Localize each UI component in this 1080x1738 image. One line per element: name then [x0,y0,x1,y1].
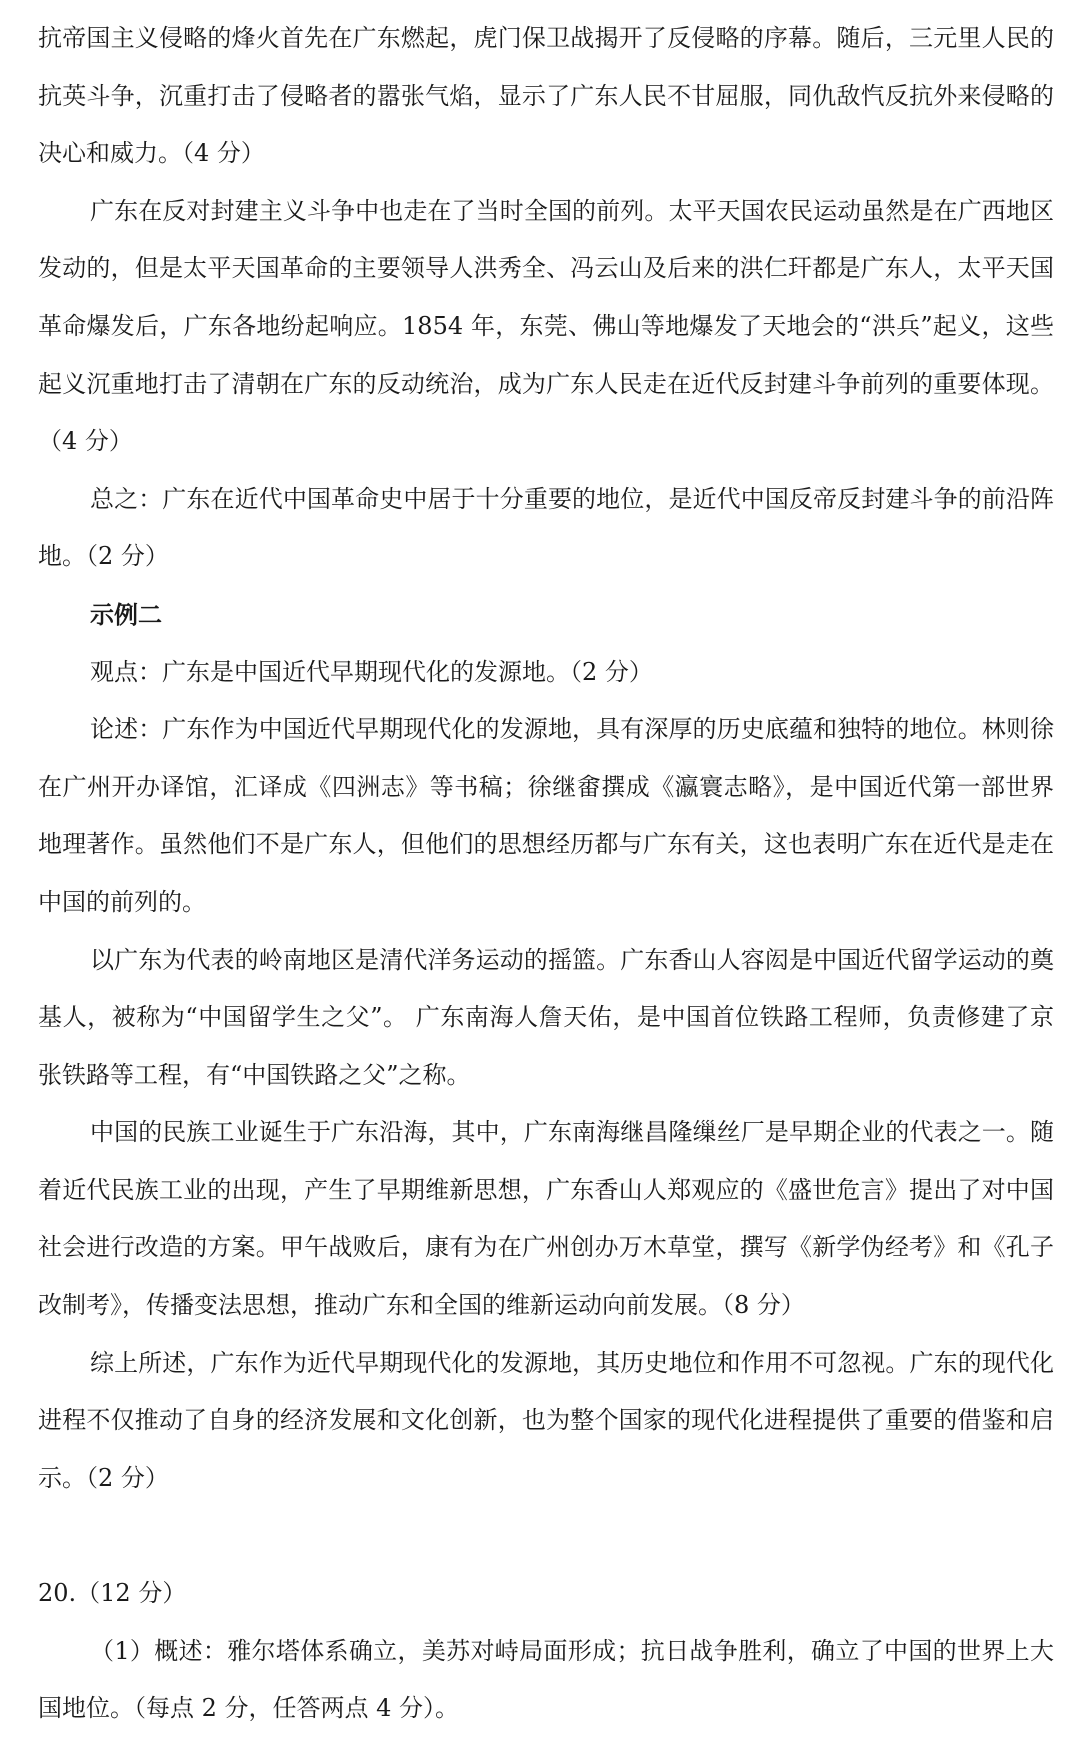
question-answer-1: （1）概述：雅尔塔体系确立，美苏对峙局面形成；抗日战争胜利，确立了中国的世界上大国地位。（每点 2 分，任答两点 4 分）。 [38,1636,1054,1723]
paragraph-summary-1: 总之：广东在近代中国革命史中居于十分重要的地位，是近代中国反帝反封建斗争的前沿阵地。（2 分） [38,484,1054,571]
paragraph-conclusion: 综上所述，广东作为近代早期现代化的发源地，其历史地位和作用不可忽视。广东的现代化进程不仅推动了自身的经济发展和文化创新，也为整个国家的现代化进程提供了重要的借鉴和启示。（2 分） [38,1348,1054,1492]
question-number: 20.（12 分） [38,1579,187,1608]
blank-spacer [38,1507,1054,1565]
paragraph-argument: 论述：广东作为中国近代早期现代化的发源地，具有深厚的历史底蕴和独特的地位。林则徐在广州开办译馆，汇译成《四洲志》等书稿；徐继畬撰成《瀛寰志略》，是中国近代第一部世界地理著作。虽然他们不是广东人，但他们的思想经历都与广东有关，这也表明广东在近代是走在中国的前列的。 [38,715,1054,916]
paragraph-national-industry: 中国的民族工业诞生于广东沿海，其中，广东南海继昌隆缫丝厂是早期企业的代表之一。随着近代民族工业的出现，产生了早期维新思想，广东香山人郑观应的《盛世危言》提出了对中国社会进行改造的方案。甲午战败后，康有为在广州创办万木草堂，撰写《新学伪经考》和《孔子改制考》，传播变法思想，推动广东和全国的维新运动向前发展。（8 分） [38,1118,1054,1320]
paragraph-viewpoint: 观点：广东是中国近代早期现代化的发源地。（2 分） [90,657,653,686]
example-heading: 示例二 [90,599,162,629]
answer-document [38,10,1054,1738]
paragraph-westernization: 以广东为代表的岭南地区是清代洋务运动的摇篮。广东香山人容闳是中国近代留学运动的奠基人，被称为“中国留学生之父”。 广东南海人詹天佑，是中国首位铁路工程师，负责修建了京张铁路等工程，有“中国铁路之父”之称。 [38,945,1054,1089]
paragraph-anti-feudal: 广东在反对封建主义斗争中也走在了当时全国的前列。太平天国农民运动虽然是在广西地区发动的，但是太平天国革命的主要领导人洪秀全、冯云山及后来的洪仁玕都是广东人，太平天国革命爆发后，广东各地纷起响应。1854 年，东莞、佛山等地爆发了天地会的“洪兵”起义，这些起义沉重地打击了清朝在广东的反动统治，成为广东人民走在近代反封建斗争前列的重要体现。（4 分） [38,196,1054,456]
paragraph-anti-invasion: 抗帝国主义侵略的烽火首先在广东燃起，虎门保卫战揭开了反侵略的序幕。随后，三元里人民的抗英斗争，沉重打击了侵略者的嚣张气焰，显示了广东人民不甘屈服，同仇敌忾反抗外来侵略的决心和威力。（4 分） [38,24,1054,168]
